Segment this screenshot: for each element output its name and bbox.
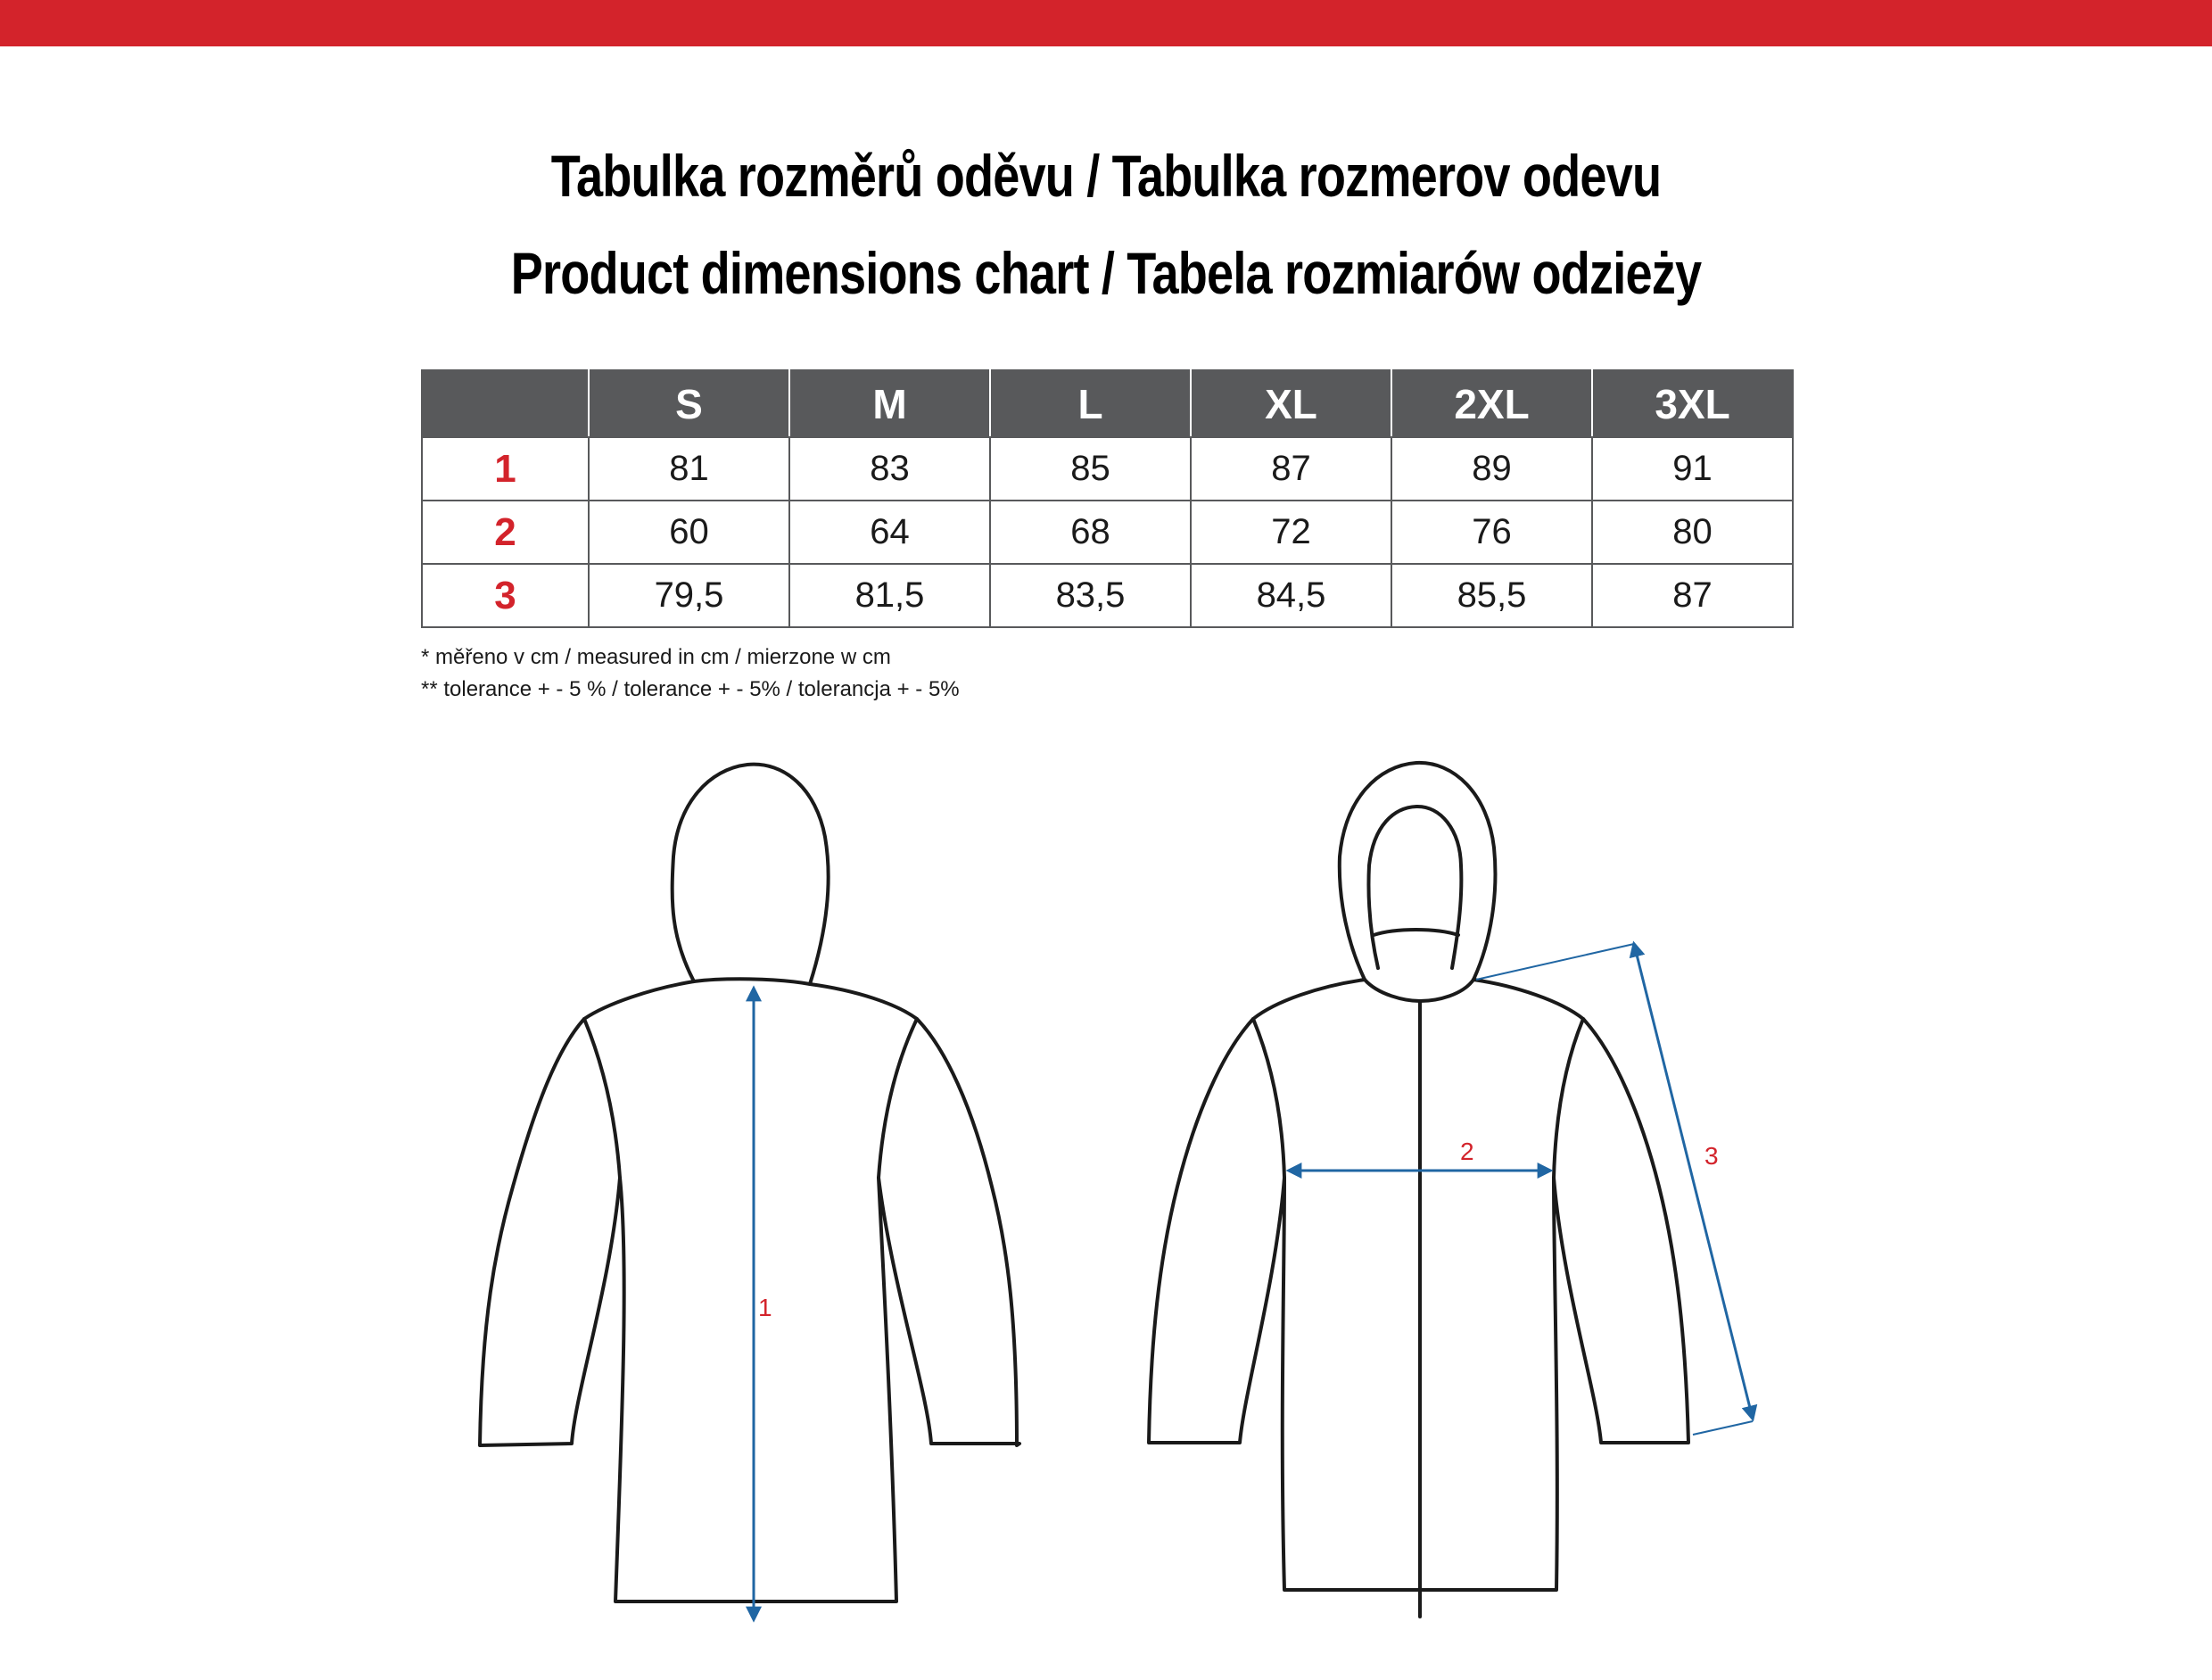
front-armhole-right [1554,1019,1583,1178]
table-cell: 68 [990,501,1191,564]
table-cell: 64 [789,501,990,564]
back-hood-outline [673,765,829,984]
dimension-label-3: 3 [1704,1142,1719,1170]
table-cell: 72 [1191,501,1391,564]
table-cell: 91 [1592,437,1793,501]
dimension-label-2: 2 [1460,1138,1474,1165]
row-label-2: 2 [422,501,589,564]
table-cell: 89 [1391,437,1592,501]
page-title-line-1: Tabulka rozměrů oděvu / Tabulka rozmerov odevu [550,143,1662,209]
table-cell: 84,5 [1191,564,1391,627]
size-header-l: L [990,370,1191,437]
table-cell: 85,5 [1391,564,1592,627]
size-header-xl: XL [1191,370,1391,437]
table-cell: 81 [589,437,789,501]
page-title-line-2: Product dimensions chart / Tabela rozmiarów odzieży [510,240,1702,306]
jacket-front-view [1149,763,1688,1617]
jacket-back-view [480,765,1019,1601]
front-face-opening [1374,930,1458,935]
table-cell: 85 [990,437,1191,501]
front-armhole-left [1253,1019,1284,1178]
table-cell: 87 [1592,564,1793,627]
front-hood-inner [1368,807,1461,968]
table-cell: 79,5 [589,564,789,627]
size-header-s: S [589,370,789,437]
sleeve-guide-top [1476,944,1634,980]
table-cell: 81,5 [789,564,990,627]
table-cell: 87 [1191,437,1391,501]
size-header-3xl: 3XL [1592,370,1793,437]
row-label-3: 3 [422,564,589,627]
table-cell: 80 [1592,501,1793,564]
back-armhole-right [879,1019,917,1178]
size-header-2xl: 2XL [1391,370,1592,437]
front-hood-outline [1340,763,1496,980]
table-cell: 83,5 [990,564,1191,627]
sleeve-guide-bottom [1693,1421,1753,1435]
back-body-outline [480,979,1019,1601]
table-cell: 76 [1391,501,1592,564]
measure-line-3-sleeve [1634,944,1753,1419]
row-label-1: 1 [422,437,589,501]
size-header-m: M [789,370,990,437]
table-cell: 83 [789,437,990,501]
measurement-unit-note: * měřeno v cm / measured in cm / mierzone w cm [421,645,891,669]
table-cell: 60 [589,501,789,564]
dimension-label-1: 1 [758,1294,772,1321]
front-collar [1365,980,1473,1001]
back-armhole-left [584,1019,620,1178]
tolerance-note: ** tolerance + - 5 % / tolerance + - 5% / tolerancja + - 5% [421,677,960,701]
